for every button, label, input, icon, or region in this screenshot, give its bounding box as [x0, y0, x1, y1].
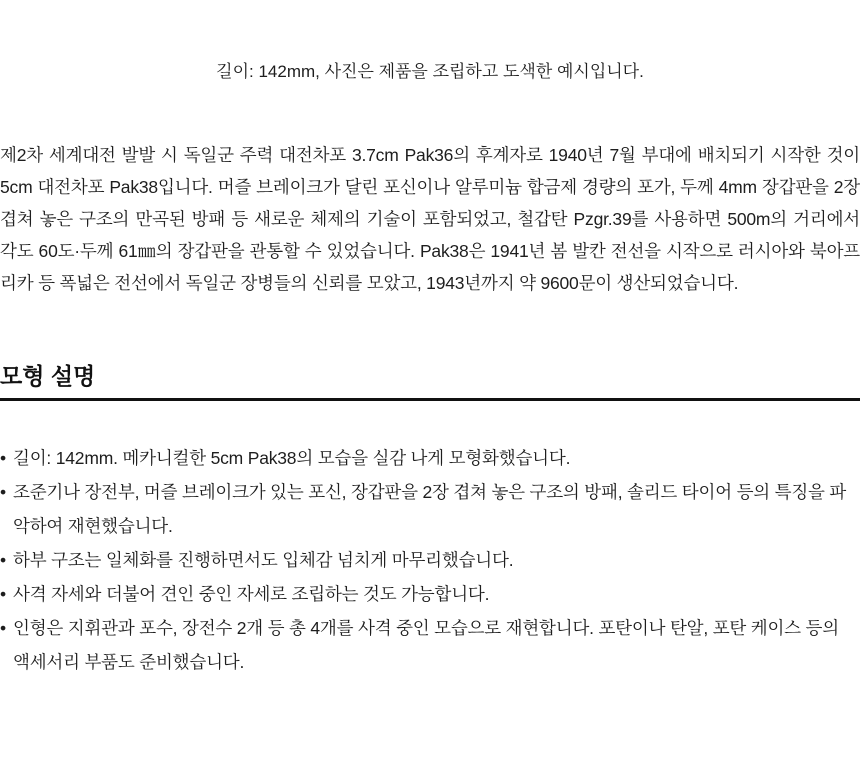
list-item: [0, 543, 860, 577]
list-item-text: 하부 구조는 일체화를 진행하면서도 입체감 넘치게 마무리했습니다.: [13, 550, 514, 570]
history-paragraph: 제2차 세계대전 발발 시 독일군 주력 대전차포 3.7cm Pak36의 후계자로 1940년 7월 부대에 배치되기 시작한 것이 5cm 대전차포 Pak38입니다. 머즐 브레이크가 달린 포신이나 알루미늄 합금제 경량의 포가, 두께 4mm 장갑판을 2장 겹쳐 놓은 구조의 만곡된 방패 등 새로운 체제의 기술이 포함되었고, 철갑탄 Pzgr.39를 사용하면 500m의 거리에서 각도 60도·두께 61㎜의 장갑판을 관통할 수 있었습니다. Pak38은 1941년 봄 발칸 전선을 시작으로 러시아와 북아프리카 등 폭넓은 전선에서 독일군 장병들의 신뢰를 모았고, 1943년까지 약 9600문이 생산되었습니다.: [0, 145, 860, 293]
list-item-text: 사격 자세와 더불어 견인 중인 자세로 조립하는 것도 가능합니다.: [13, 584, 490, 604]
list-item: [0, 441, 860, 475]
model-description-heading: 모형 설명: [0, 363, 96, 389]
list-item-text: 길이: 142mm. 메카니컬한 5cm Pak38의 모습을 실감 나게 모형화했습니다.: [13, 448, 571, 468]
list-item: [0, 475, 860, 543]
bullet-icon: •: [0, 448, 6, 468]
bullet-icon: •: [0, 618, 6, 638]
list-item-text: 인형은 지휘관과 포수, 장전수 2개 등 총 4개를 사격 중인 모습으로 재현합니다. 포탄이나 탄알, 포탄 케이스 등의 액세서리 부품도 준비했습니다.: [13, 618, 839, 672]
bullet-icon: •: [0, 550, 6, 570]
list-item: [0, 577, 860, 611]
list-item: [0, 611, 860, 679]
bullet-icon: •: [0, 482, 6, 502]
list-item-text: 조준기나 장전부, 머즐 브레이크가 있는 포신, 장갑판을 2장 겹쳐 놓은 구조의 방패, 솔리드 타이어 등의 특징을 파악하여 재현했습니다.: [13, 482, 847, 536]
photo-caption: 길이: 142mm, 사진은 제품을 조립하고 도색한 예시입니다.: [216, 62, 644, 81]
model-feature-list: [0, 401, 860, 679]
bullet-icon: •: [0, 584, 6, 604]
